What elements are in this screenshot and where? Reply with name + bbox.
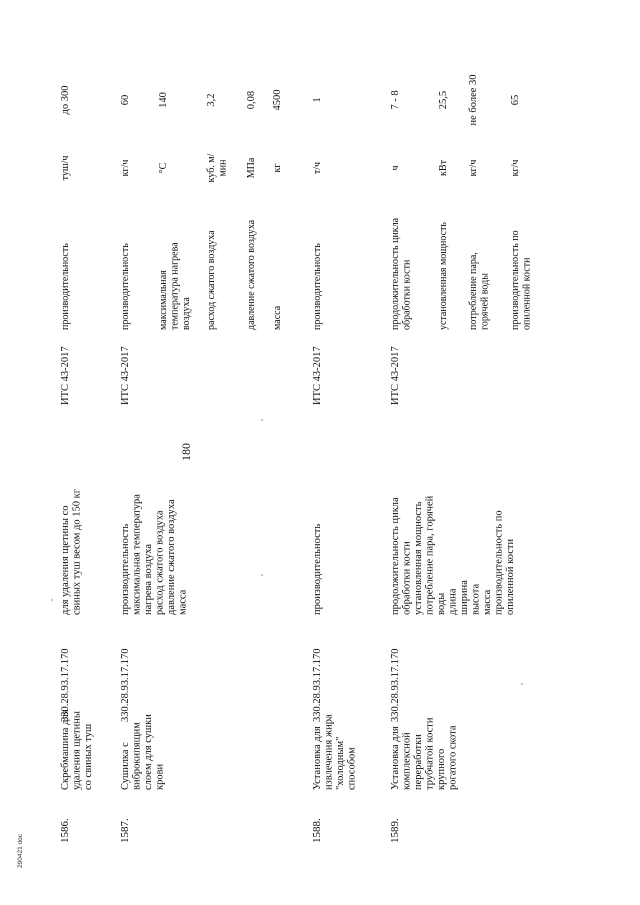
parameter-name: потребление пара, [468,252,479,330]
parameter-name: опиленной кости [521,257,533,330]
parameter-name: производительность [120,243,131,330]
equipment-description: расход сжатого воздуха [154,510,166,615]
parameter-value: 1 [312,97,323,103]
equipment-name: Установка для [312,726,323,790]
parameter-name: максимальная [158,270,169,330]
okpd-code: 330.28.93.17.170 [312,648,323,722]
equipment-name: Сушилка с [120,742,131,790]
equipment-name: извлечения жира [323,714,335,790]
parameter-unit: ч [390,165,401,171]
parameter-name: давление сжатого воздуха [246,219,257,330]
equipment-name: трубчатой кости [424,717,436,790]
equipment-name: Установка для [390,726,401,790]
parameter-unit: куб. м/ [206,153,217,183]
equipment-description: масса [482,589,493,615]
parameter-value: 7 - 8 [390,90,401,110]
row-number: 1586. [59,818,71,843]
equipment-description: воды [436,592,447,615]
parameter-unit: туш/ч [60,155,71,181]
parameter-unit: т/ч [312,161,323,175]
row-number: 1587. [119,818,131,843]
equipment-name: крупного [436,748,447,790]
equipment-name: Скребмашина для [60,709,71,790]
equipment-name: со свиных туш [83,723,94,790]
parameter-name: установленная мощность [438,222,449,330]
equipment-name: "холодным" [335,736,346,790]
equipment-name: способом [346,747,358,790]
table-row [119,90,283,844]
parameter-name: продолжительность цикла [390,217,401,330]
equipment-name: виброкипящим [131,722,143,790]
equipment-name: переработки [413,734,424,790]
parameter-value: 60 [120,94,131,106]
its-reference: ИТС 43-2017 [60,346,71,405]
parameter-value: 3,2 [206,93,217,107]
equipment-description: производительность по [493,510,505,615]
parameter-unit: кг/ч [510,159,521,177]
page-number: 180 [179,443,193,461]
okpd-code: 330.28.93.17.170 [390,648,401,722]
parameter-unit: кВт [438,160,449,176]
equipment-description: ширина [459,580,470,615]
parameter-unit: °С [158,162,169,174]
parameter-value: не более 30 [468,74,479,126]
equipment-description: производительность [312,523,323,615]
okpd-code: 330.28.93.17.170 [120,648,131,722]
parameter-value: 4500 [272,89,283,111]
table-row [311,97,358,843]
equipment-description: нагрева воздуха [143,543,154,615]
parameter-unit: мин [217,159,229,177]
row-number: 1588. [311,818,323,843]
equipment-description: опиленной кости [505,538,516,615]
parameter-name: производительность [312,243,323,330]
equipment-name: комплексной [401,732,413,790]
equipment-description: продолжительность цикла [390,497,401,615]
parameter-name: горячей воды [479,273,491,330]
equipment-name: крови [154,763,166,790]
row-number: 1589. [389,818,401,843]
table-row [389,74,533,843]
rotated-table [17,74,533,868]
parameter-name: обработки кости [401,259,413,330]
equipment-description: длина [447,588,459,615]
equipment-description: свиных туш весом до 150 кг [71,489,83,615]
its-reference: ИТС 43-2017 [120,346,131,405]
parameter-name: расход сжатого воздуха [206,230,217,330]
parameter-value: до 300 [60,85,71,115]
its-reference: ИТС 43-2017 [312,346,323,405]
its-reference: ИТС 43-2017 [390,346,401,405]
equipment-description: обработки кости [401,541,413,615]
parameter-name: воздуха [181,297,192,330]
parameter-name: масса [272,305,283,330]
equipment-description: потребление пара, горячей [424,495,436,615]
equipment-description: максимальная температура [131,494,143,615]
parameter-value: 140 [158,92,169,108]
parameter-name: температура нагрева [169,242,181,330]
parameter-name: производительность [60,243,71,330]
table-row [59,86,94,843]
scan-speck [521,683,523,685]
equipment-description: производительность [120,523,131,615]
scan-speck [261,419,263,421]
equipment-description: масса [177,589,189,615]
parameter-name: производительность по [510,230,521,330]
parameter-value: 65 [510,94,521,106]
parameter-value: 25,5 [438,90,449,110]
okpd-code: 330.28.93.17.170 [60,648,71,722]
file-footer: 290421 doc [17,834,24,868]
equipment-description: установленная мощность [413,501,424,615]
equipment-description: высота [470,583,482,615]
equipment-name: слоем для сушки [143,714,154,790]
parameter-unit: кг/ч [120,159,131,177]
scan-speck [261,574,263,576]
parameter-unit: МПа [246,157,257,179]
parameter-unit: кг/ч [468,159,479,177]
scan-speck [51,599,53,601]
equipment-description: давление сжатого воздуха [166,499,177,615]
equipment-name: рогатого скота [447,725,459,790]
equipment-description: для удаления щетины со [60,505,71,615]
parameter-unit: кг [272,163,283,173]
parameter-value: 0,08 [246,90,257,110]
equipment-name: удаления щетины [71,711,83,790]
